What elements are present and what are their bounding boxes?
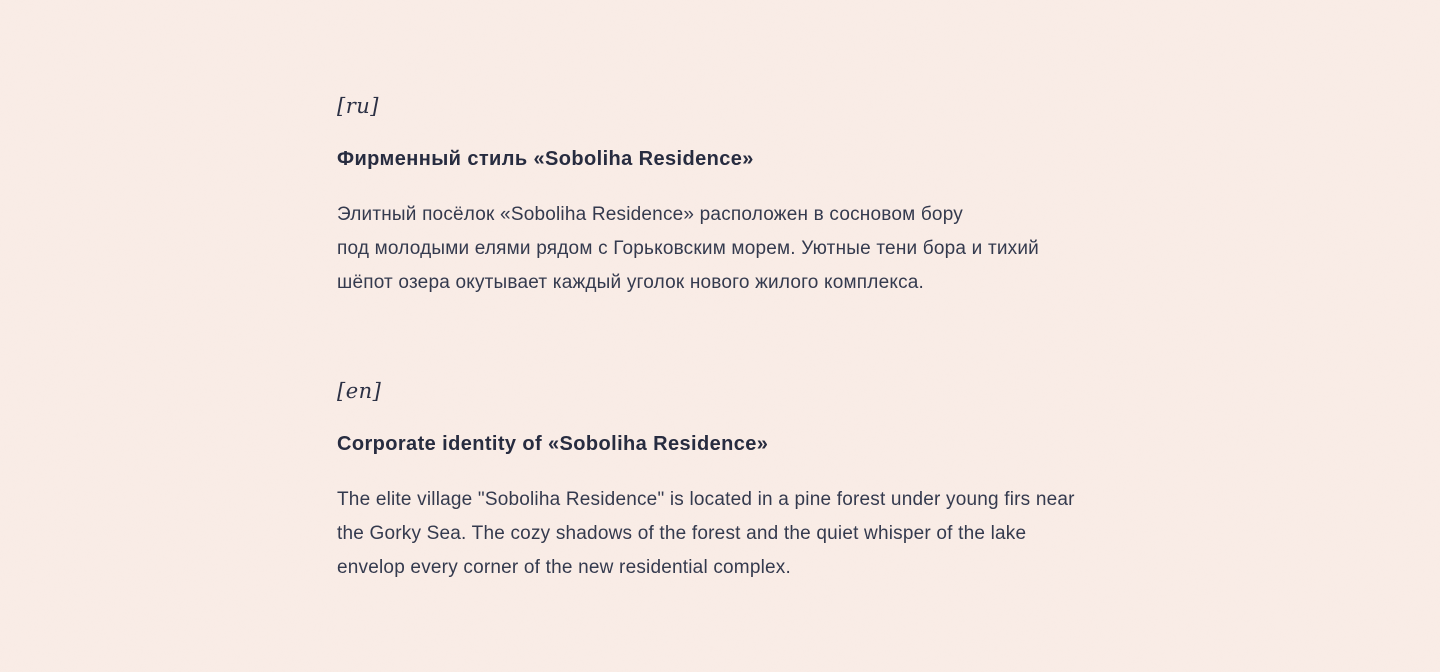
paragraph-russian xyxy=(337,198,1039,300)
language-tag-en: [en] xyxy=(337,379,382,403)
paragraph-line: под молодыми елями рядом с Горьковским морем. Уютные тени бора и тихий xyxy=(337,238,1039,259)
paragraph-line: шёпот озера окутывает каждый уголок нового жилого комплекса. xyxy=(337,272,925,293)
language-tag-ru: [ru] xyxy=(337,94,379,118)
paragraph-line: The elite village "Soboliha Residence" is located in a pine forest under young firs near xyxy=(337,489,1075,510)
paragraph-line: the Gorky Sea. The cozy shadows of the forest and the quiet whisper of the lake xyxy=(337,523,1027,544)
paragraph-english xyxy=(337,483,1075,585)
paragraph-line: Элитный посёлок «Soboliha Residence» расположен в сосновом бору xyxy=(337,204,963,225)
paragraph-line: envelop every corner of the new residential complex. xyxy=(337,557,791,578)
content-column xyxy=(337,0,1127,672)
heading-russian: Фирменный стиль «Soboliha Residence» xyxy=(337,148,754,170)
heading-english: Corporate identity of «Soboliha Residence» xyxy=(337,433,769,455)
